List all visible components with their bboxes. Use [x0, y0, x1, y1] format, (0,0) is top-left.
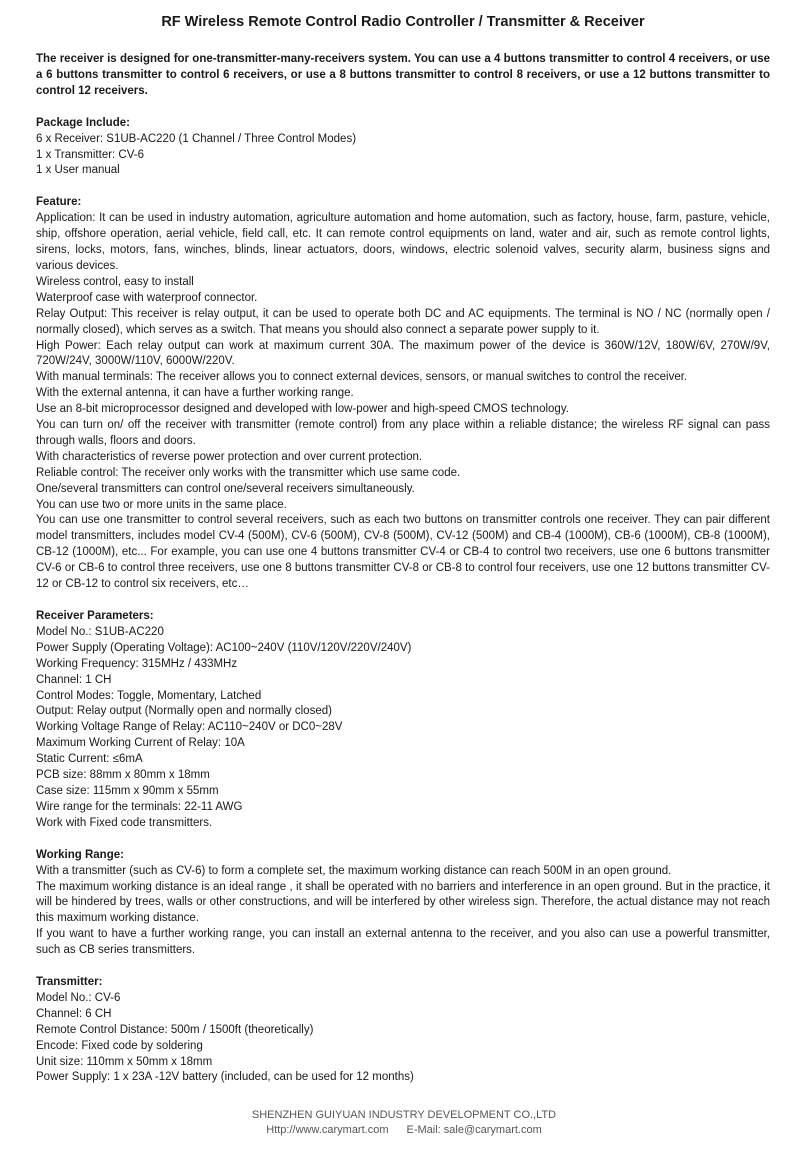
- receiver-param: Channel: 1 CH: [36, 673, 112, 686]
- receiver-param: Work with Fixed code transmitters.: [36, 816, 213, 829]
- company-name: SHENZHEN GUIYUAN INDUSTRY DEVELOPMENT CO.,LTD: [251, 1109, 557, 1121]
- contact-line: [0, 1123, 808, 1138]
- package-line: 6 x Receiver: S1UB-AC220 (1 Channel / Three Control Modes): [36, 132, 357, 145]
- feature-line: Reliable control: The receiver only works with the transmitter which use same code.: [36, 466, 461, 479]
- range-section: [36, 848, 770, 959]
- receiver-param: Case size: 115mm x 90mm x 55mm: [36, 784, 219, 797]
- receiver-param: Working Voltage Range of Relay: AC110~240V or DC0~28V: [36, 721, 343, 734]
- transmitter-param: Remote Control Distance: 500m / 1500ft (theoretically): [36, 1023, 314, 1036]
- receiver-param: Power Supply (Operating Voltage): AC100~240V (110V/120V/220V/240V): [36, 641, 412, 654]
- feature-heading: Feature:: [36, 196, 82, 209]
- feature-line: One/several transmitters can control one/several receivers simultaneously.: [36, 482, 415, 495]
- transmitter-param: Unit size: 110mm x 50mm x 18mm: [36, 1055, 213, 1068]
- transmitter-section: [36, 975, 770, 1086]
- feature-line: Wireless control, easy to install: [36, 275, 194, 288]
- website-link[interactable]: Http://www.carymart.com: [266, 1124, 389, 1136]
- receiver-param: Control Modes: Toggle, Momentary, Latched: [36, 689, 262, 702]
- page-footer: [0, 1108, 808, 1138]
- feature-line: With manual terminals: The receiver allows you to connect external devices, sensors, or manual switches to control the receiver.: [36, 371, 688, 384]
- transmitter-param: Channel: 6 CH: [36, 1007, 112, 1020]
- range-line: With a transmitter (such as CV-6) to form a complete set, the maximum working distance can reach 500M in an open ground.: [36, 864, 672, 877]
- transmitter-param: Power Supply: 1 x 23A -12V battery (included, can be used for 12 months): [36, 1071, 414, 1084]
- document-page: [36, 12, 770, 1102]
- receiver-param: Output: Relay output (Normally open and normally closed): [36, 705, 332, 718]
- feature-line: Waterproof case with waterproof connector.: [36, 291, 258, 304]
- feature-line: You can turn on/ off the receiver with transmitter (remote control) from any place within a reliable distance; the wireless RF signal can pass through walls, floors and doors.: [36, 419, 770, 447]
- email-link[interactable]: E-Mail: sale@carymart.com: [406, 1124, 542, 1136]
- receiver-section: [36, 609, 770, 832]
- feature-line: Application: It can be used in industry automation, agriculture automation and home automation, such as factory, house, farm, pasture, vehicle, ship, offshore operation, aerial vehicle, field call, etc. It can remote control equipments on land, water and air, such as remote control lights, sirens, locks, motors, fans, winches, blinds, linear actuators, doors, windows, electric solenoid valves, security alarm, business signs and various devices.: [36, 212, 770, 272]
- range-line: The maximum working distance is an ideal range , it shall be operated with no barriers and interference in an open ground. But in the practice, it will be hindered by trees, walls or other constructions, and will be interfered by other wireless sign. Therefore, the actual distance may not reach this maximum working distance.: [36, 880, 770, 925]
- package-heading: Package Include:: [36, 116, 130, 129]
- range-line: If you want to have a further working range, you can install an external antenna to the receiver, and you also can use a powerful transmitter, such as CB series transmitters.: [36, 928, 770, 957]
- feature-section: [36, 195, 770, 593]
- receiver-param: Model No.: S1UB-AC220: [36, 625, 164, 638]
- feature-line: You can use one transmitter to control several receivers, such as each two buttons on transmitter controls one receiver. They can pair different model transmitters, includes model CV-4 (500M), CV-6 (500M), CV-8 (500M), CV-12 (500M) and CB-4 (1000M), CB-6 (1000M), CB-8 (1000M), CB-12 (1000M), etc... For example, you can use one 4 buttons transmitter CV-4 or CB-4 to control two receivers, use one 6 buttons transmitter CV-6 or CB-6 to control three receivers, use one 8 buttons transmitter CV-8 or CB-8 to control four receivers, use one 12 buttons transmitter CV-12 or CB-12 to control six receivers, etc…: [36, 514, 770, 591]
- feature-line: With characteristics of reverse power protection and over current protection.: [36, 450, 423, 463]
- transmitter-heading: Transmitter:: [36, 976, 103, 989]
- receiver-param: Wire range for the terminals: 22-11 AWG: [36, 800, 243, 813]
- receiver-param: Working Frequency: 315MHz / 433MHz: [36, 657, 238, 670]
- receiver-param: PCB size: 88mm x 80mm x 18mm: [36, 769, 210, 782]
- feature-line: Relay Output: This receiver is relay output, it can be used to operate both DC and AC equipments. The terminal is NO / NC (normally open / normally closed), which serves as a switch. That means you should also connect a separate power supply to it.: [36, 307, 770, 336]
- feature-line: You can use two or more units in the same place.: [36, 498, 287, 511]
- receiver-param: Static Current: ≤6mA: [36, 753, 143, 766]
- package-line: 1 x User manual: [36, 164, 120, 177]
- package-line: 1 x Transmitter: CV-6: [36, 148, 145, 161]
- transmitter-param: Model No.: CV-6: [36, 991, 121, 1004]
- feature-line: High Power: Each relay output can work at maximum current 30A. The maximum power of the device is 360W/12V, 180W/6V, 270W/9V, 720W/24V, 3000W/110V, 6000W/220V.: [36, 339, 770, 368]
- receiver-heading: Receiver Parameters:: [36, 610, 154, 622]
- page-title: RF Wireless Remote Control Radio Controller / Transmitter & Receiver: [161, 14, 645, 30]
- range-heading: Working Range:: [36, 848, 124, 861]
- receiver-param: Maximum Working Current of Relay: 10A: [36, 737, 245, 750]
- package-section: [36, 116, 770, 180]
- feature-line: With the external antenna, it can have a further working range.: [36, 387, 354, 400]
- feature-line: Use an 8-bit microprocessor designed and developed with low-power and high-speed CMOS technology.: [36, 403, 569, 416]
- transmitter-param: Encode: Fixed code by soldering: [36, 1039, 203, 1052]
- intro-paragraph: The receiver is designed for one-transmitter-many-receivers system. You can use a 4 buttons transmitter to control 4 receivers, or use a 6 buttons transmitter to control 6 receivers, or use a 8 buttons transmitter to control 8 receivers, or use a 12 buttons transmitter to control 12 receivers.: [36, 53, 770, 97]
